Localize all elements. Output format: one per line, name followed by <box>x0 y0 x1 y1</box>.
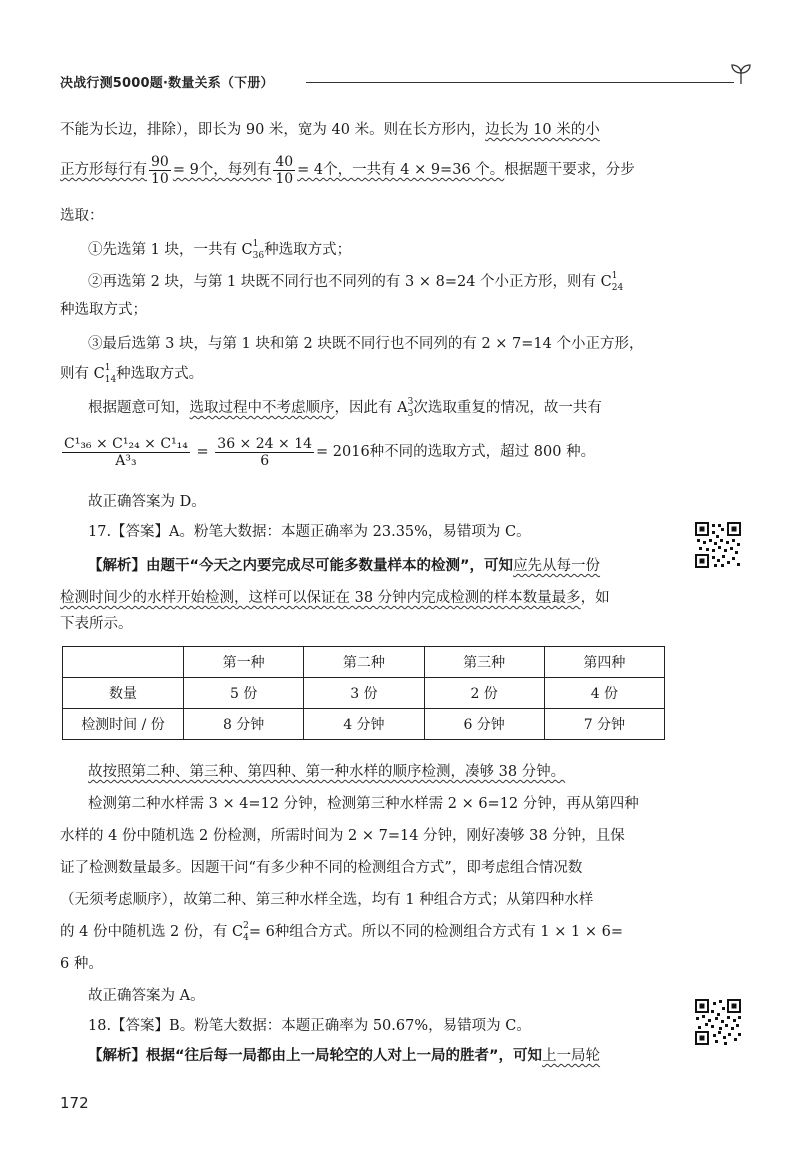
text-line: 不能为长边，排除），即长为 90 米，宽为 40 米。则在长方形内，边长为 10 米的小 <box>60 122 600 138</box>
body-line: 检测第二种水样需 3 × 4=12 分钟，检测第三种水样需 2 × 6=12 分钟，再从第四种 <box>88 796 639 812</box>
table-header-row <box>63 647 665 678</box>
table-cell: 2 份 <box>424 678 544 709</box>
step-2-cont: 种选取方式； <box>60 302 147 318</box>
fraction: $\frac{40}{10}$ <box>275 153 294 187</box>
table-cell: 5 份 <box>184 678 304 709</box>
table-cell: 数量 <box>63 678 184 709</box>
table-cell: 8 分钟 <box>184 709 304 740</box>
sample-table <box>62 646 665 740</box>
table-conclusion: 故按照第二种、第三种、第四种、第一种水样的顺序检测，凑够 38 分钟。 <box>88 764 566 780</box>
question-17-answer: 17.【答案】A。粉笔大数据：本题正确率为 23.35%，易错项为 C。 <box>88 524 531 540</box>
body-line: 水样的 4 份中随机选 2 份检测，所需时间为 2 × 7=14 分钟，刚好凑够 38 分钟，且保 <box>60 828 625 844</box>
table-cell <box>63 647 184 678</box>
table-cell: 第四种 <box>544 647 664 678</box>
equation-line: $\frac{\text{C¹₃₆ × C¹₂₄ × C¹₁₄}}{\text{A³₃}}$ = $\frac{36 \times 24 \times 14}{6}$ = 2016种不同的选取方式，超过 800 种。 <box>64 435 596 469</box>
question-18-answer: 18.【答案】B。粉笔大数据：本题正确率为 50.67%，易错项为 C。 <box>88 1018 531 1034</box>
analysis-17-line3: 下表所示。 <box>60 616 133 632</box>
step-3-cont: 则有 $C_{14}$ 1 种选取方式。 <box>60 363 204 385</box>
fraction: $\frac{36 \times 24 \times 14}{6}$ <box>217 435 313 469</box>
body-line: （无须考虑顺序），故第二种、第三种水样全选，均有 1 种组合方式；从第四种水样 <box>60 892 594 908</box>
table-cell: 检测时间 / 份 <box>63 709 184 740</box>
table-row <box>63 678 665 709</box>
step-2: ②再选第 2 块，与第 1 块既不同行也不同列的有 3 × 8=24 个小正方形，则有 $C_{24}$ 1 <box>88 271 624 293</box>
body-line: 的 4 份中随机选 2 份，有 $C_4$ 2 = 6种组合方式。所以不同的检测组合方式有 1 × 1 × 6= <box>60 921 623 943</box>
qr-code-graphic <box>694 998 742 1046</box>
wavy-underline: 正方形每行有 $\frac{90}{10}$ = 9个，每列有 $\frac{40}{10}$ = 4个，一共有 4 × 9=36 个。 <box>60 153 505 187</box>
fraction: $\frac{90}{10}$ <box>151 153 169 187</box>
text-line: 选取： <box>60 208 104 224</box>
table-cell: 4 份 <box>544 678 664 709</box>
step-1: ①先选第 1 块，一共有 $C_{36}$ 1 种选取方式； <box>88 239 352 261</box>
fraction: $\frac{\text{C¹₃₆ × C¹₂₄ × C¹₁₄}}{\text{A³₃}}$ <box>64 435 188 469</box>
book-title: 决战行测5000题·数量关系（下册） <box>60 76 274 91</box>
table-cell: 第二种 <box>304 647 424 678</box>
answer-17: 故正确答案为 A。 <box>88 988 205 1004</box>
answer-16: 故正确答案为 D。 <box>88 494 206 510</box>
analysis-18-line1: 【解析】根据“往后每一局都由上一局轮空的人对上一局的胜者”，可知上一局轮 <box>88 1048 601 1064</box>
table-cell: 4 分钟 <box>304 709 424 740</box>
table-cell: 3 份 <box>304 678 424 709</box>
text-line: 正方形每行有 $\frac{90}{10}$ = 9个，每列有 $\frac{40}{10}$ = 4个，一共有 4 × 9=36 个。根据题干要求，分步 <box>60 153 635 187</box>
header-rule <box>306 82 734 83</box>
analysis-17-line1: 【解析】由题干“今天之内要完成尽可能多数量样本的检测”，可知应先从每一份 <box>88 558 601 574</box>
running-header <box>60 62 750 96</box>
qr-code-graphic <box>694 521 742 569</box>
qr-code-icon[interactable] <box>694 521 742 569</box>
body-line: 证了检测数量最多。因题干问“有多少种不同的检测组合方式”，即考虑组合情况数 <box>60 860 583 876</box>
reasoning-line: 根据题意可知，选取过程中不考虑顺序，因此有 $A_3$ 3 次选取重复的情况，故一共有 <box>88 397 602 419</box>
sprout-icon <box>728 62 754 86</box>
table-cell: 第一种 <box>184 647 304 678</box>
step-3: ③最后选第 3 块，与第 1 块和第 2 块既不同行也不同列的有 2 × 7=14 个小正方形， <box>88 336 644 352</box>
table-cell: 7 分钟 <box>544 709 664 740</box>
analysis-17-line2: 检测时间少的水样开始检测，这样可以保证在 38 分钟内完成检测的样本数量最多，如 <box>60 590 610 606</box>
page-number: 172 <box>60 1094 89 1112</box>
body-line: 6 种。 <box>60 956 103 972</box>
table-cell: 6 分钟 <box>424 709 544 740</box>
table-cell: 第三种 <box>424 647 544 678</box>
qr-code-icon[interactable] <box>694 998 742 1046</box>
table-row <box>63 709 665 740</box>
